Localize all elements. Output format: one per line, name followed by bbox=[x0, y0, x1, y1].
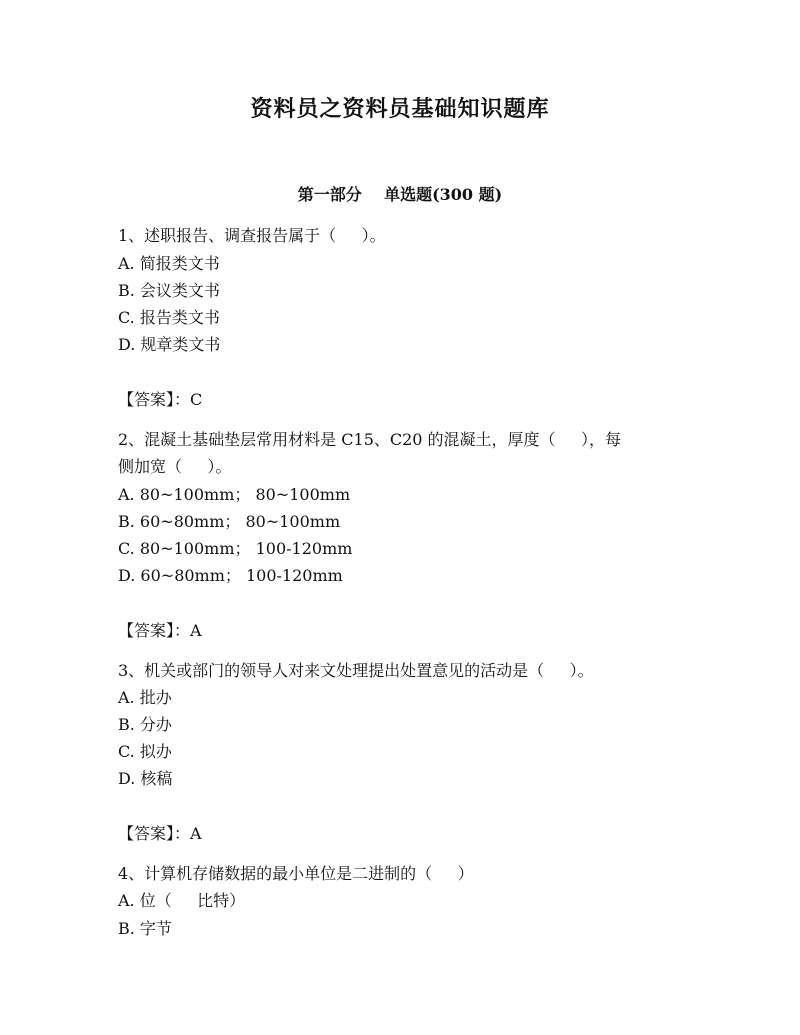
question-2-answer bbox=[118, 619, 202, 643]
question-1-answer bbox=[118, 388, 202, 412]
question-2-option-a: A. 80~100mm； 80~100mm bbox=[118, 485, 351, 504]
question-4-option-a: A. 位（ 比特） bbox=[118, 891, 246, 910]
question-2-stem-line-2: 侧加宽（ ）。 bbox=[118, 457, 232, 476]
question-4-stem: 4、计算机存储数据的最小单位是二进制的（ ） bbox=[118, 864, 474, 883]
answer-value: C bbox=[190, 390, 203, 409]
answer-value: A bbox=[190, 824, 202, 843]
answer-value: A bbox=[190, 621, 202, 640]
section-title: 第一部分 单选题(300 题) bbox=[297, 185, 503, 204]
question-1-option-a: A. 简报类文书 bbox=[118, 254, 220, 273]
question-3-answer bbox=[118, 822, 202, 846]
question-3-option-d: D. 核稿 bbox=[118, 769, 173, 788]
question-3-option-a: A. 批办 bbox=[118, 688, 172, 707]
question-2-stem-line-1: 2、混凝土基础垫层常用材料是 C15、C20 的混凝土，厚度（ ），每 bbox=[118, 430, 621, 449]
question-1-stem: 1、述职报告、调查报告属于（ ）。 bbox=[118, 226, 386, 245]
question-1-option-c: C. 报告类文书 bbox=[118, 308, 220, 327]
question-2-option-b: B. 60~80mm； 80~100mm bbox=[118, 512, 341, 531]
question-3-stem: 3、机关或部门的领导人对来文处理提出处置意见的活动是（ ）。 bbox=[118, 661, 594, 680]
question-3-option-b: B. 分办 bbox=[118, 715, 172, 734]
question-3-option-c: C. 拟办 bbox=[118, 742, 172, 761]
question-4-option-b: B. 字节 bbox=[118, 919, 172, 938]
document-title: 资料员之资料员基础知识题库 bbox=[250, 96, 550, 122]
question-1-option-b: B. 会议类文书 bbox=[118, 281, 220, 300]
answer-label: 【答案】： bbox=[118, 824, 191, 843]
question-2-option-d: D. 60~80mm； 100-120mm bbox=[118, 566, 343, 585]
question-1-option-d: D. 规章类文书 bbox=[118, 335, 221, 354]
question-2-option-c: C. 80~100mm； 100-120mm bbox=[118, 539, 353, 558]
answer-label: 【答案】： bbox=[118, 621, 191, 640]
answer-label: 【答案】： bbox=[118, 390, 191, 409]
